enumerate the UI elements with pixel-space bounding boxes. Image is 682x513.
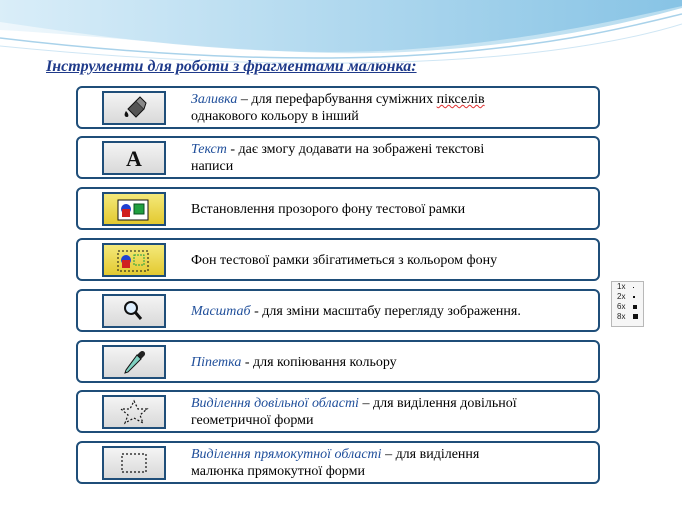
tool-row-transparent-bg (76, 187, 600, 230)
tool-description-line2: написи (191, 159, 234, 174)
zoom-option-2x[interactable]: 2x (612, 292, 643, 302)
tool-name: Заливка (191, 92, 238, 107)
zoom-option-8x[interactable]: 8x (612, 312, 643, 322)
tool-description-line2: однакового кольору в інший (191, 109, 359, 124)
tool-name: Текст (191, 142, 227, 157)
tool-description: – для перефарбування суміжних (237, 92, 437, 107)
tool-row-text (76, 136, 600, 179)
tool-row-eyedropper (76, 340, 600, 383)
tool-name: Виділення прямокутної області (191, 447, 382, 462)
tool-description: - для копіювання кольору (241, 354, 397, 370)
page-title: Інструменти для роботи з фрагментами малюнка: (46, 58, 417, 75)
svg-text:A: A (126, 146, 142, 171)
tool-row-fill (76, 86, 600, 129)
tool-row-zoom (76, 289, 600, 332)
tool-description: - дає змогу додавати на зображені текстові (226, 142, 485, 157)
tool-description-line2: малюнка прямокутної форми (191, 464, 365, 479)
free-form-select-icon[interactable] (102, 395, 166, 429)
tool-description-line2: геометричної форми (191, 413, 314, 428)
text-tool-icon[interactable] (102, 141, 166, 175)
zoom-level-selector (611, 281, 644, 327)
tool-description: – для виділення (381, 447, 480, 462)
tool-row-opaque-bg (76, 238, 600, 281)
tool-name: Виділення довільної області (191, 396, 359, 411)
transparent-background-icon[interactable] (102, 192, 166, 226)
tool-row-rectangle-select (76, 441, 600, 484)
tool-description: Встановлення прозорого фону тестової рамки (191, 201, 466, 217)
tool-description: - для зміни масштабу перегляду зображення. (250, 303, 521, 319)
tool-row-freeform-select (76, 390, 600, 433)
tool-description: – для виділення довільної (358, 396, 517, 411)
opaque-background-icon[interactable] (102, 243, 166, 277)
magnifier-icon[interactable] (102, 294, 166, 328)
tool-name: Масштаб (191, 303, 251, 319)
zoom-option-1x[interactable]: 1x (612, 282, 643, 292)
tool-name: Піпетка (191, 354, 242, 370)
rectangle-select-icon[interactable] (102, 446, 166, 480)
fill-bucket-icon[interactable] (102, 91, 166, 125)
zoom-option-6x[interactable]: 6x (612, 302, 643, 312)
tool-description: Фон тестової рамки збігатиметься з кольором фону (191, 252, 498, 268)
eyedropper-icon[interactable] (102, 345, 166, 379)
spellcheck-word: пікселів (436, 92, 485, 107)
